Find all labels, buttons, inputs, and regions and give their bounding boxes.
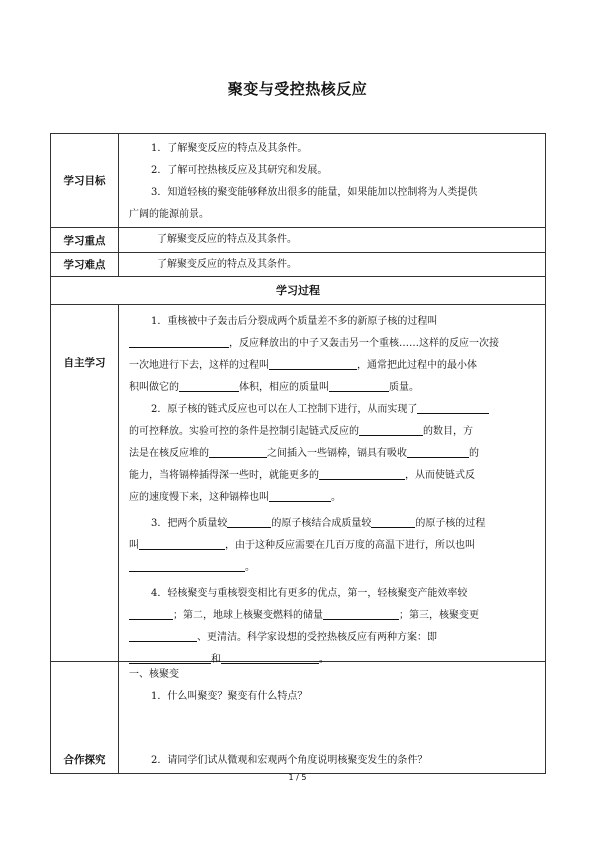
blank[interactable] [417,401,489,414]
process-header: 学习过程 [276,284,320,297]
goal-item-3: 3．知道轻核的聚变能够释放出很多的能量，如果能加以控制将为人类提供 [151,187,478,198]
blank[interactable] [329,379,389,392]
p4-line4: 和 。 [129,649,535,671]
row-cooperation [51,662,545,773]
content-self-study [119,305,545,665]
content-cooperation [119,662,545,773]
p4-line3: 、更清洁。科学家设想的受控热核反应有两种方案：即 [129,627,535,649]
label-learning-goals: 学习目标 [51,134,119,227]
p1-line1: 1．重核被中子轰击后分裂成两个质量差不多的新原子核的过程叫 [151,316,438,327]
blank[interactable] [269,357,357,370]
blank[interactable] [129,335,229,348]
blank[interactable] [269,489,331,502]
goal-item-3-cont: 广阔的能源前景。 [129,209,209,220]
blank[interactable] [323,607,399,620]
row-learning-goals [51,134,545,228]
question-2: 2．请同学们试从微观和宏观两个角度说明核聚变发生的条件？ [151,755,428,766]
goal-item-2: 2．了解可控热核反应及其研究和发展。 [151,165,328,176]
row-process-header [51,277,545,305]
p1-line3: 一次地进行下去，这样的过程叫 ，通常把此过程中的最小体 [129,355,535,377]
label-difficulty: 学习难点 [51,253,119,276]
p2-line5: 应的速度慢下来，这种镉棒也叫 。 [129,487,535,509]
row-self-study [51,305,545,665]
p1-line2: ，反应释放出的中子又轰击另一个重核……这样的反应一次接 [129,333,535,355]
key-point-text: 了解聚变反应的特点及其条件。 [157,234,297,245]
page-number: 1 / 5 [288,773,307,782]
question-1: 1．什么叫聚变？聚变有什么特点？ [151,691,308,702]
label-key-point: 学习重点 [51,228,119,252]
page-title: 聚变与受控热核反应 [227,80,368,98]
row-difficulty [51,253,545,277]
p1-line4: 积叫做它的 体积，相应的质量叫 质量。 [129,377,535,399]
blank[interactable] [227,515,271,528]
blank[interactable] [319,467,405,480]
p4-line2: ；第二，地球上核聚变燃料的储量 ；第三，核聚变更 [129,605,535,627]
blank[interactable] [209,445,267,458]
row-key-point [51,228,545,253]
lesson-table [50,133,546,774]
blank[interactable] [371,515,415,528]
label-cooperation: 合作探究 [51,662,119,773]
blank[interactable] [129,629,197,642]
p4-line1: 4．轻核聚变与重核裂变相比有更多的优点，第一，轻核聚变产能效率较 [151,588,468,599]
p2-line1: 2．原子核的链式反应也可以在人工控制下进行，从而实现了 [129,399,535,421]
blank[interactable] [407,445,469,458]
p3-line3: 。 [129,557,535,579]
p3-line2: 叫 ，由于这种反应需要在几百万度的高温下进行，所以也叫 [129,535,535,557]
content-learning-goals [119,134,545,227]
blank[interactable] [179,379,239,392]
difficulty-text: 了解聚变反应的特点及其条件。 [157,259,297,270]
p2-line4: 能力，当将镉棒插得深一些时，就能更多的 ，从而使链式反 [129,465,535,487]
blank[interactable] [129,559,245,572]
goal-item-1: 1．了解聚变反应的特点及其条件。 [151,143,308,154]
blank[interactable] [129,607,173,620]
p3-line1: 3．把两个质量较 的原子核结合成质量较 的原子核的过程 [129,513,535,535]
section-heading: 一、核聚变 [129,669,179,680]
p2-line3: 法是在核反应堆的 之间插入一些镉棒，镉具有吸收 的 [129,443,535,465]
blank[interactable] [139,537,225,550]
blank[interactable] [359,423,423,436]
p2-line2: 的可控释放。实验可控的条件是控制引起链式反应的 的数目，方 [129,421,535,443]
label-self-study: 自主学习 [51,305,119,661]
